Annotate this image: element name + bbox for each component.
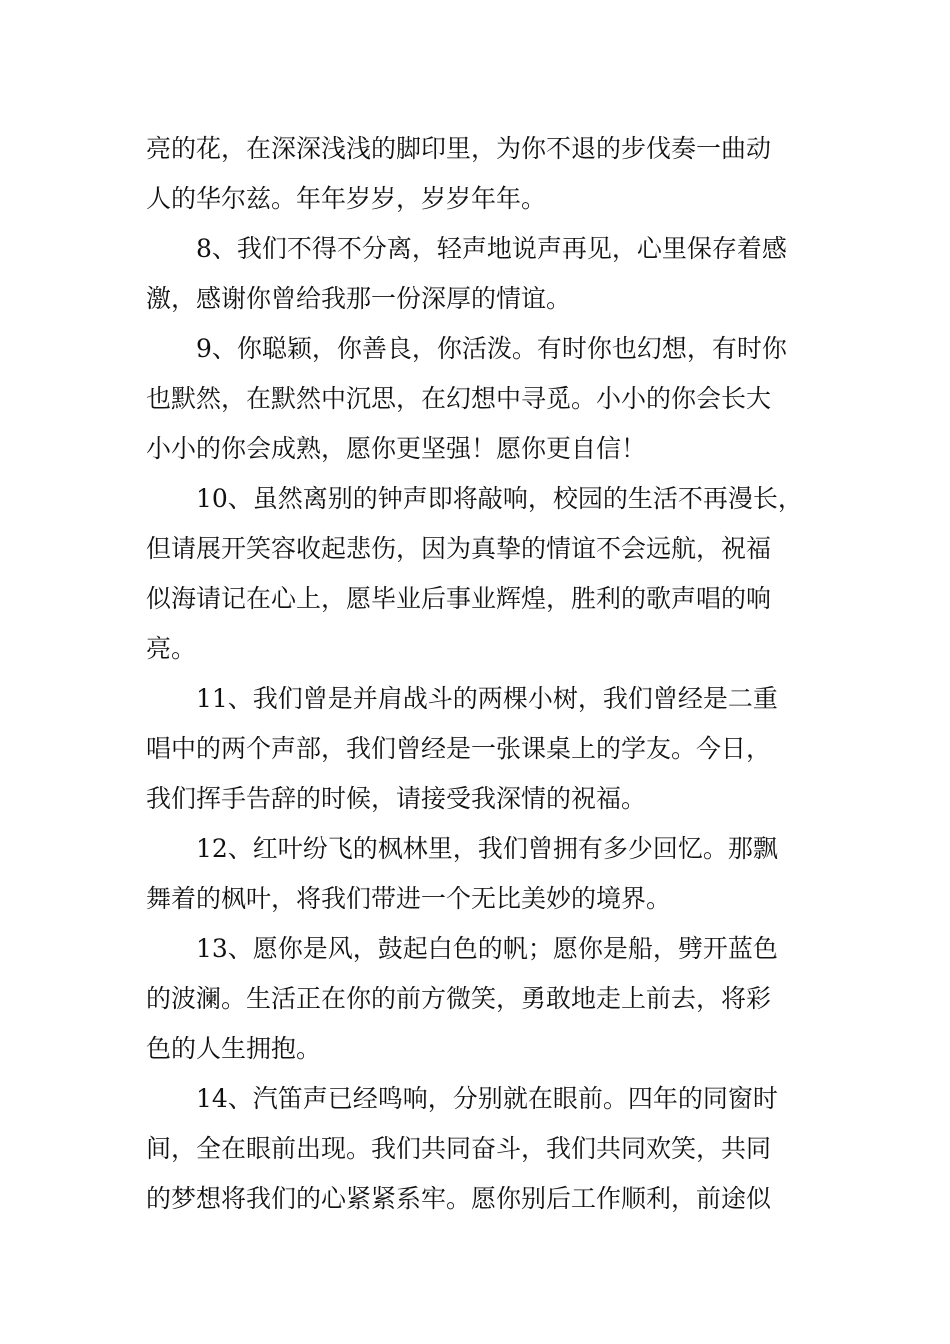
paragraph-start-14: 14、汽笛声已经鸣响，分别就在眼前。四年的同窗时 xyxy=(196,1084,778,1113)
paragraph-start-11: 11、我们曾是并肩战斗的两棵小树，我们曾经是二重 xyxy=(196,684,778,713)
text-line: 我们挥手告辞的时候，请接受我深情的祝福。 xyxy=(146,784,647,813)
text-line: 激，感谢你曾给我那一份深厚的情谊。 xyxy=(146,284,572,313)
paragraph-start-12: 12、红叶纷飞的枫林里，我们曾拥有多少回忆。那飘 xyxy=(196,834,778,863)
paragraph-start-10: 10、虽然离别的钟声即将敲响，校园的生活不再漫长， xyxy=(196,484,803,513)
text-line: 人的华尔兹。年年岁岁，岁岁年年。 xyxy=(146,184,547,213)
paragraph-start-9: 9、你聪颖，你善良，你活泼。有时你也幻想，有时你 xyxy=(196,334,787,363)
text-line: 的梦想将我们的心紧紧系牢。愿你别后工作顺利，前途似 xyxy=(146,1184,772,1213)
text-line: 小小的你会成熟，愿你更坚强！愿你更自信！ xyxy=(146,434,647,463)
text-line: 但请展开笑容收起悲伤，因为真挚的情谊不会远航，祝福 xyxy=(146,534,772,563)
text-line: 唱中的两个声部，我们曾经是一张课桌上的学友。今日， xyxy=(146,734,772,763)
text-line: 舞着的枫叶，将我们带进一个无比美妙的境界。 xyxy=(146,884,672,913)
document-body xyxy=(146,124,816,1224)
paragraph-start-8: 8、我们不得不分离，轻声地说声再见，心里保存着感 xyxy=(196,234,787,263)
text-line: 也默然，在默然中沉思，在幻想中寻觅。小小的你会长大 xyxy=(146,384,772,413)
text-line: 似海请记在心上，愿毕业后事业辉煌，胜利的歌声唱的响 xyxy=(146,584,772,613)
text-line: 的波澜。生活正在你的前方微笑，勇敢地走上前去，将彩 xyxy=(146,984,772,1013)
text-line: 色的人生拥抱。 xyxy=(146,1034,322,1063)
paragraph-start-13: 13、愿你是风，鼓起白色的帆；愿你是船，劈开蓝色 xyxy=(196,934,778,963)
text-line: 亮的花，在深深浅浅的脚印里，为你不退的步伐奏一曲动 xyxy=(146,134,772,163)
text-line: 亮。 xyxy=(146,634,197,663)
text-line: 间，全在眼前出现。我们共同奋斗，我们共同欢笑，共同 xyxy=(146,1134,772,1163)
